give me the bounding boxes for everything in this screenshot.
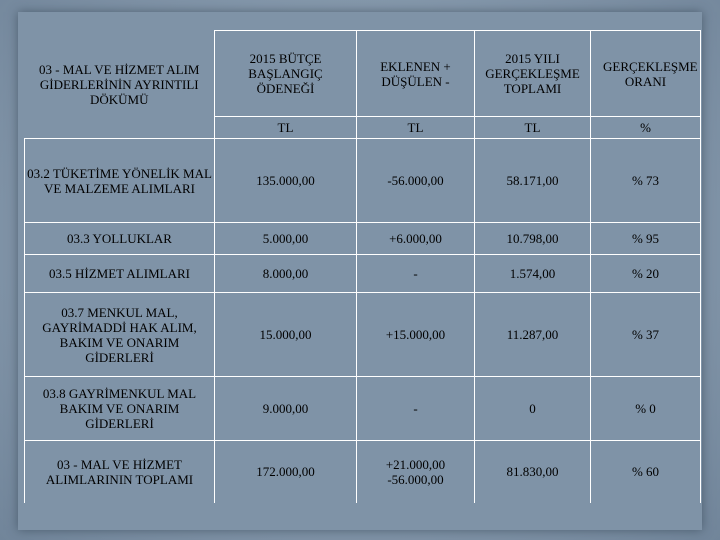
- row-label: 03 - MAL VE HİZMET ALIMLARININ TOPLAMI: [25, 441, 215, 503]
- unit-cell: TL: [357, 117, 475, 139]
- expense-table: [24, 30, 701, 503]
- ratio-value: % 37: [591, 293, 701, 377]
- ratio-value: % 95: [591, 223, 701, 255]
- added-value: -56.000,00: [357, 139, 475, 223]
- table-row: [25, 255, 701, 293]
- actual-value: 10.798,00: [475, 223, 591, 255]
- actual-value: 1.574,00: [475, 255, 591, 293]
- table-row: [25, 223, 701, 255]
- budget-value: 172.000,00: [215, 441, 357, 503]
- budget-value: 5.000,00: [215, 223, 357, 255]
- actual-value: 0: [475, 377, 591, 441]
- budget-value: 9.000,00: [215, 377, 357, 441]
- actual-value: 81.830,00: [475, 441, 591, 503]
- row-label: 03.2 TÜKETİME YÖNELİK MAL VE MALZEME ALIMLARI: [25, 139, 215, 223]
- row-label: 03.7 MENKUL MAL, GAYRİMADDİ HAK ALIM, BAKIM VE ONARIM GİDERLERİ: [25, 293, 215, 377]
- added-value: -: [357, 377, 475, 441]
- header-actual: 2015 YILI GERÇEKLEŞME TOPLAMI: [475, 31, 591, 117]
- ratio-value: % 20: [591, 255, 701, 293]
- actual-value: 11.287,00: [475, 293, 591, 377]
- row-label: 03.5 HİZMET ALIMLARI: [25, 255, 215, 293]
- table-row: [25, 293, 701, 377]
- added-value-line: +21.000,00: [385, 456, 446, 472]
- ratio-value: % 0: [591, 377, 701, 441]
- table-header-row: [25, 31, 701, 117]
- table-row: [25, 139, 701, 223]
- added-value: +15.000,00: [357, 293, 475, 377]
- table-row: [25, 377, 701, 441]
- added-value-line: -56.000,00: [387, 471, 444, 487]
- table-row-total: [25, 441, 701, 503]
- budget-value: 8.000,00: [215, 255, 357, 293]
- added-value: [357, 441, 475, 503]
- unit-cell: TL: [215, 117, 357, 139]
- unit-cell: TL: [475, 117, 591, 139]
- table-title: 03 - MAL VE HİZMET ALIM GİDERLERİNİN AYRINTILI DÖKÜMÜ: [39, 61, 200, 107]
- added-value: -: [357, 255, 475, 293]
- row-label: 03.3 YOLLUKLAR: [25, 223, 215, 255]
- added-value: +6.000,00: [357, 223, 475, 255]
- table-title-cell: [25, 31, 215, 139]
- unit-cell: %: [591, 117, 701, 139]
- budget-value: 135.000,00: [215, 139, 357, 223]
- actual-value: 58.171,00: [475, 139, 591, 223]
- row-label: 03.8 GAYRİMENKUL MAL BAKIM VE ONARIM GİDERLERİ: [25, 377, 215, 441]
- ratio-value: % 60: [591, 441, 701, 503]
- header-added: EKLENEN + DÜŞÜLEN -: [357, 31, 475, 117]
- header-ratio: GERÇEKLEŞME ORANI: [591, 31, 701, 117]
- ratio-value: % 73: [591, 139, 701, 223]
- header-budget: 2015 BÜTÇE BAŞLANGIÇ ÖDENEĞİ: [215, 31, 357, 117]
- budget-value: 15.000,00: [215, 293, 357, 377]
